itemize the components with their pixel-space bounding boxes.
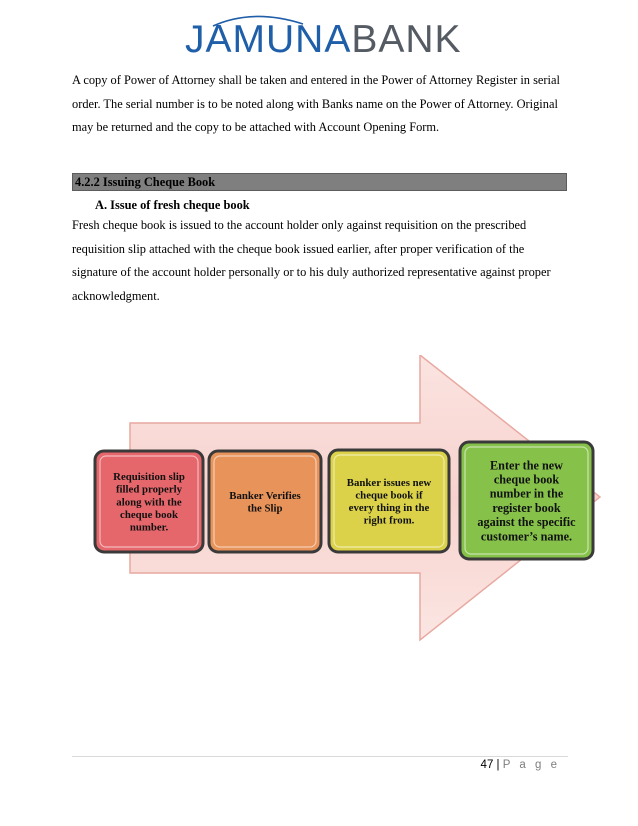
bank-logo bbox=[173, 14, 481, 64]
process-step-text: filled properly bbox=[115, 483, 183, 496]
process-step-text: the Slip bbox=[247, 502, 283, 515]
process-flow-diagram bbox=[85, 355, 605, 645]
page-footer bbox=[481, 759, 560, 771]
intro-paragraph: A copy of Power of Attorney shall be taken and entered in the Power of Attorney Register in serial order. The serial number is to be noted along with Banks name on the Power of Attorney. Original may be returned and the copy to be attached with Account Opening Form. bbox=[72, 73, 560, 134]
process-step-text: every thing in the bbox=[348, 502, 430, 515]
process-step-text: against the specific bbox=[477, 515, 576, 530]
process-step-text: Banker Verifies bbox=[229, 489, 301, 502]
process-step-3 bbox=[329, 450, 449, 552]
process-step-text: cheque book bbox=[493, 472, 560, 487]
process-step-text: number in the bbox=[489, 486, 564, 501]
logo-part-jamuna: JAMUNA bbox=[185, 18, 352, 61]
section-heading-bar bbox=[72, 173, 567, 191]
subsection-body: Fresh cheque book is issued to the account holder only against requisition on the prescribed requisition slip attached with the cheque book issued earlier, after proper verification of the signature of the account holder personally or to his duly authorized representative against proper acknowledgment. bbox=[72, 218, 551, 303]
process-step-1 bbox=[95, 451, 203, 552]
process-step-text: customer’s name. bbox=[480, 529, 573, 544]
process-step-text: cheque book bbox=[120, 508, 178, 521]
logo-part-bank: BANK bbox=[351, 18, 462, 61]
process-step-text: Banker issues new bbox=[346, 476, 432, 489]
process-step-text: register book bbox=[492, 500, 561, 515]
logo-wordmark bbox=[185, 18, 462, 62]
footer-divider bbox=[72, 756, 568, 757]
subsection-title: A. Issue of fresh cheque book bbox=[95, 198, 250, 212]
process-step-text: cheque book if bbox=[355, 489, 423, 502]
process-step-4 bbox=[460, 442, 593, 559]
page-number: 47 bbox=[480, 759, 494, 771]
process-step-text: Enter the new bbox=[490, 458, 563, 473]
process-step-text: right from. bbox=[363, 514, 415, 527]
process-step-text: number. bbox=[129, 521, 169, 534]
section-title: 4.2.2 Issuing Cheque Book bbox=[75, 175, 216, 189]
process-step-2 bbox=[209, 451, 321, 552]
process-step-text: Requisition slip bbox=[113, 471, 185, 484]
process-step-text: along with the bbox=[116, 496, 182, 509]
page-word: P a g e bbox=[502, 759, 560, 771]
footer-separator: | bbox=[496, 759, 500, 771]
